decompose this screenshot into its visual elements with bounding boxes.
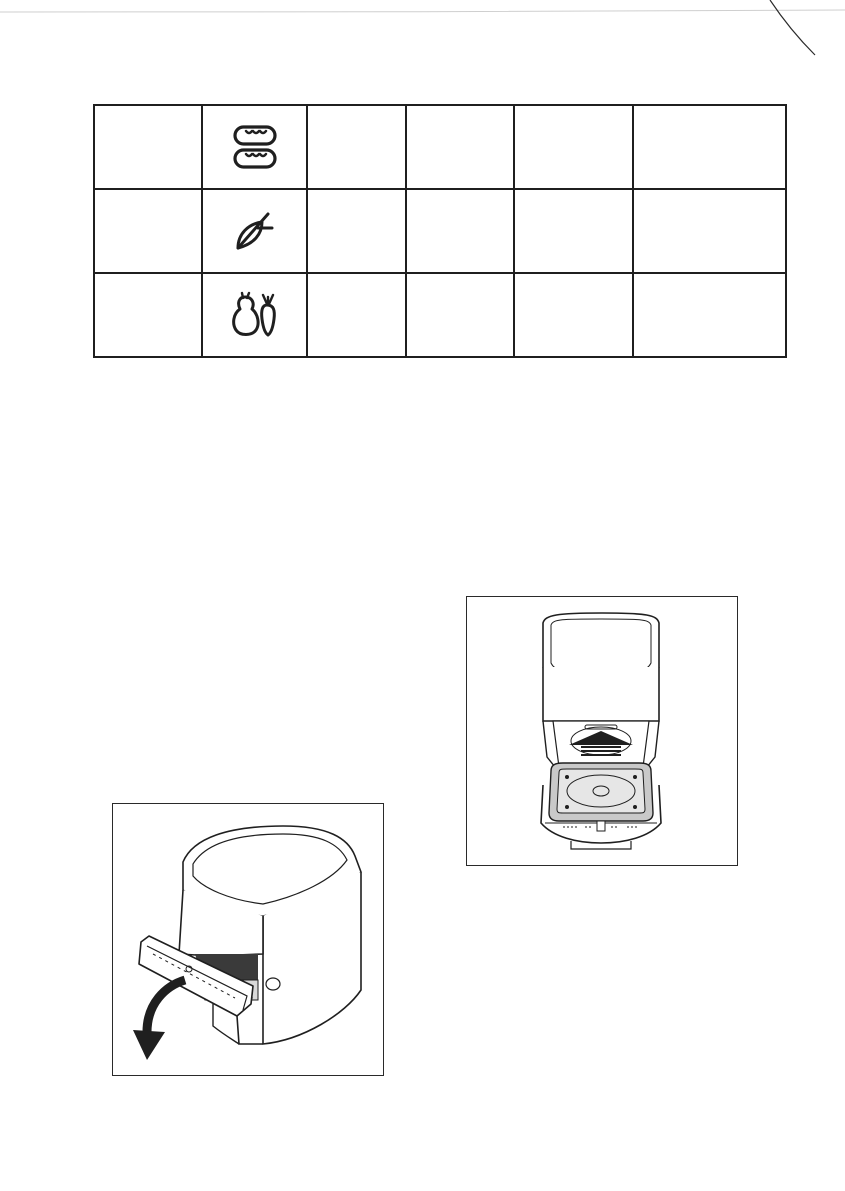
insert-tray-figure [466, 596, 738, 866]
table-cell [514, 105, 633, 189]
fish-icon [232, 208, 278, 254]
table-cell [633, 105, 786, 189]
table-cell [633, 273, 786, 357]
fish-icon-cell [202, 189, 307, 273]
table-cell [307, 273, 406, 357]
table-cell [94, 189, 202, 273]
table-cell [406, 105, 514, 189]
header-rule [0, 0, 845, 60]
table-cell [633, 189, 786, 273]
table-row-fish [94, 189, 786, 273]
table-cell [514, 273, 633, 357]
table-cell [307, 189, 406, 273]
table-cell [94, 105, 202, 189]
table-cell [514, 189, 633, 273]
bread-icon-cell [202, 105, 307, 189]
air-fryer-drawer-pull-illustration [113, 804, 382, 1074]
vegetables-icon [228, 291, 282, 339]
table-cell [307, 105, 406, 189]
open-drawer-figure [112, 803, 384, 1076]
table-row-vegetables [94, 273, 786, 357]
food-cooking-table [93, 104, 787, 358]
vegetables-icon-cell [202, 273, 307, 357]
bread-icon [231, 122, 279, 172]
table-cell [94, 273, 202, 357]
table-cell [406, 273, 514, 357]
table-cell [406, 189, 514, 273]
air-fryer-insert-tray-illustration [467, 597, 736, 864]
table-row-bread [94, 105, 786, 189]
